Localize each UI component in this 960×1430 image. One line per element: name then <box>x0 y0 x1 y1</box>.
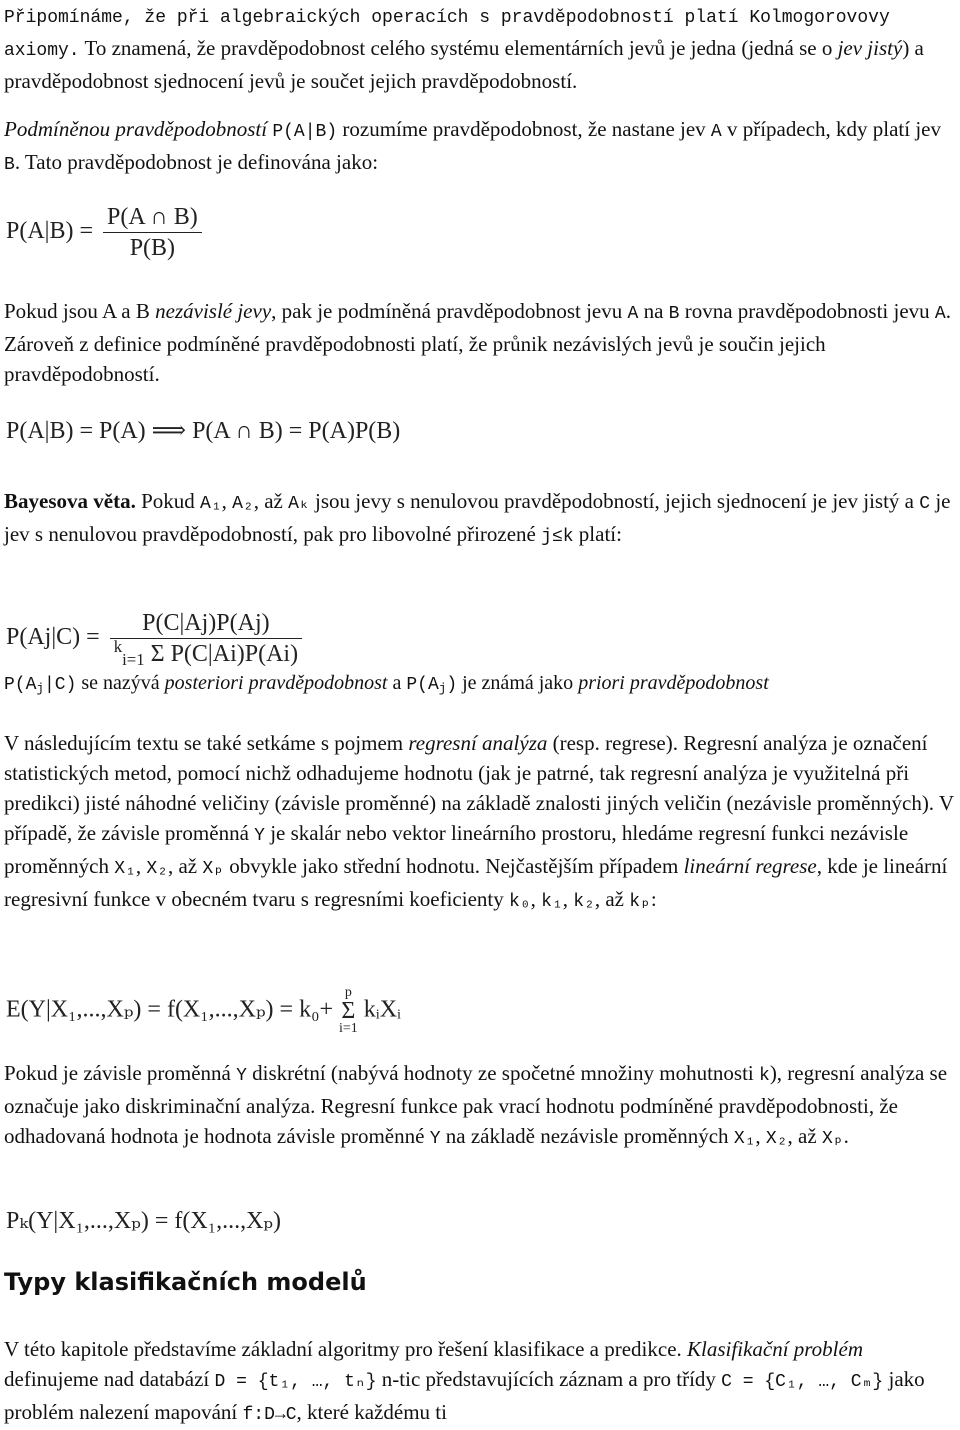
code-c-set: C = {C₁, …, Cₘ} <box>721 1372 884 1392</box>
jev-jisty-term: jev jistý <box>837 36 903 60</box>
sep: , <box>221 489 233 513</box>
code-j-le-k: j≤k <box>541 527 574 547</box>
text-a: V této kapitole představíme základní algoritmy pro řešení klasifikace a predikce. <box>4 1337 688 1361</box>
sep: , <box>562 887 574 911</box>
text-c: a <box>387 672 407 694</box>
code-part: P(A <box>406 675 439 695</box>
code-x1: X₁ <box>114 859 136 879</box>
paragraph-kolmogorov-text-b: To znamená, že pravděpodobnost celého systému elementárních jevů je jedna (jedná se o <box>79 36 838 60</box>
code-x2: X₂ <box>146 859 168 879</box>
formula-independence <box>6 416 400 446</box>
text-d: je skalár nebo vektor lineárního prostoru, hledáme regresní funkci nezávisle proměnných <box>4 821 909 878</box>
text-a: V následujícím textu se také setkáme s pojmem <box>4 731 409 755</box>
code-y-2: Y <box>429 1129 441 1149</box>
text-b: diskrétní (nabývá hodnoty ze spočetné množiny mohutnosti <box>246 1061 759 1085</box>
posteriori-term: posteriori pravděpodobnost <box>164 672 388 694</box>
fraction-denominator <box>110 639 302 669</box>
code-pajc <box>4 675 76 695</box>
text-c: (resp. regrese). Regresní analýza je označení statistických metod, pomocí nichž odhadujeme hodnotu (jak je patrné, tak regresní analýza je využitelná při predikci) jisté náhodné veličiny (závisle proměnné) na základě znalosti jiných veličin (nezávisle proměnných). V případě, že závisle proměnná <box>4 731 954 845</box>
code-a-2: A <box>934 304 946 324</box>
bayes-heading: Bayesova věta. <box>4 489 136 513</box>
text-i: . Zároveň z definice podmíněné pravděpodobnosti platí, že průnik nezávislých jevů je součin jejich pravděpodobností. <box>4 299 951 386</box>
text-e: n-tic představujících záznam a pro třídy <box>376 1367 722 1391</box>
sep: , <box>755 1124 766 1148</box>
code-a1: A₁ <box>200 494 222 514</box>
paragraph-kolmogorov-text-a: Připomínáme, že při algebraických operacích s pravděpodobností platí Kolmogorovovy axiomy. <box>4 8 890 61</box>
text-i: , až <box>594 887 630 911</box>
text-e: , až <box>787 1124 822 1148</box>
code-a2: A₂ <box>232 494 254 514</box>
code-mapping: f:D→C <box>242 1405 297 1425</box>
text-c: definujeme nad databází <box>4 1367 215 1391</box>
code-kp: kₚ <box>629 892 651 912</box>
section-heading: Typy klasifikačních modelů <box>4 1268 367 1296</box>
code-a: A <box>627 304 639 324</box>
code-c: C <box>919 494 931 514</box>
code-end: |C) <box>43 675 77 695</box>
formula-rhs: kᵢXᵢ <box>363 996 401 1023</box>
code-end: ) <box>446 675 458 695</box>
code-d-set: D = {t₁, …, tₙ} <box>214 1372 377 1392</box>
code-y: Y <box>236 1066 247 1086</box>
text-f: . <box>843 1124 849 1148</box>
regression-analysis-term: regresní analýza <box>408 731 548 755</box>
fraction-denominator: P(B) <box>129 235 176 261</box>
code-b: B <box>4 155 15 175</box>
code-part: P(A <box>4 675 37 695</box>
paragraph-discriminant <box>4 1058 954 1154</box>
sum-body: Σ P(C|Ai)P(Ai) <box>150 641 299 667</box>
text-f: obvykle jako střední hodnotu. Nejčastějším případem <box>224 854 684 878</box>
paragraph-conditional-probability <box>4 114 954 180</box>
formula-text: Pₖ(Y|X₁,...,Xₚ) = f(X₁,...,Xₚ) <box>6 1208 281 1234</box>
code-pab: P(A|B) <box>272 122 338 142</box>
formula-text: P(A|B) = P(A) ⟹ P(A ∩ B) = P(A)P(B) <box>6 418 401 444</box>
text-g: jako problém nalezení mapování <box>4 1367 925 1424</box>
linear-regression-term: lineární regrese <box>683 854 817 878</box>
code-x2: X₂ <box>765 1129 788 1149</box>
formula-lhs: P(Aj|C) = <box>6 624 100 651</box>
fraction <box>103 202 202 263</box>
fraction-numerator: P(C|Aj)P(Aj) <box>110 608 302 639</box>
formula-linear-regression <box>6 986 401 1036</box>
text-d: je jev s nenulovou pravděpodobností, pak pro libovolné přirozené <box>4 489 951 546</box>
text-g: rovna pravděpodobnosti jevu <box>679 299 935 323</box>
text-b: , až <box>253 489 289 513</box>
text-a: Pokud <box>135 489 201 513</box>
paragraph-classification <box>4 1334 954 1430</box>
paragraph-bayes-theorem <box>4 486 954 552</box>
code-k2: k₂ <box>573 892 595 912</box>
formula-pk <box>6 1206 281 1236</box>
sum-top: k <box>113 637 123 656</box>
text-h: , kde je lineární regresivní funkce v obecném tvaru s regresními koeficienty <box>4 854 948 911</box>
conditional-probability-term: Podmíněnou pravděpodobností <box>4 117 268 141</box>
classification-problem-term: Klasifikační problém <box>687 1337 864 1361</box>
paragraph-kolmogorov <box>4 0 954 96</box>
text-e: , až <box>167 854 203 878</box>
code-x1: X₁ <box>733 1129 756 1149</box>
text-a: Pokud jsou A a B <box>4 299 156 323</box>
text-a: se nazývá <box>76 672 165 694</box>
sum-bottom: i=1 <box>339 1021 358 1036</box>
formula-bayes <box>6 608 306 669</box>
text-c: jsou jevy s nenulovou pravděpodobností, jejich sjednocení je jev jistý a <box>309 489 920 513</box>
code-k1: k₁ <box>541 892 563 912</box>
sep: , <box>135 854 147 878</box>
paragraph-regression <box>4 728 954 917</box>
paragraph-independent-events <box>4 296 954 389</box>
sum-bottom: i=1 <box>122 650 145 670</box>
sigma-icon: Σ <box>341 998 356 1024</box>
text-c: , pak je podmíněná pravděpodobnost jevu <box>271 299 628 323</box>
code-xp: Xₚ <box>202 859 224 879</box>
code-a: A <box>710 122 722 142</box>
code-b: B <box>668 304 680 324</box>
formula-conditional-probability <box>6 202 206 263</box>
code-k: k <box>759 1066 770 1086</box>
text-i: , které každému ti <box>296 1400 447 1424</box>
fraction <box>110 608 302 669</box>
code-xp: Xₚ <box>821 1129 844 1149</box>
text-d: na základě nezávisle proměnných <box>440 1124 734 1148</box>
text-e: platí: <box>573 522 622 546</box>
sum-symbol <box>339 986 358 1036</box>
formula-lhs: E(Y|X₁,...,Xₚ) = f(X₁,...,Xₚ) = k₀+ <box>6 996 333 1023</box>
fraction-numerator: P(A ∩ B) <box>103 202 202 233</box>
independent-events-term: nezávislé jevy <box>155 299 272 323</box>
code-y: Y <box>254 826 265 846</box>
text-j: : <box>650 887 657 911</box>
paragraph-kolmogorov-text-d: ) a pravděpodobnost sjednocení jevů je součet jejich pravděpodobností. <box>4 36 924 93</box>
code-ak: Aₖ <box>288 494 310 514</box>
code-k0: k₀ <box>508 892 531 912</box>
text-c: ), regresní analýza se označuje jako diskriminační analýza. Regresní funkce pak vrací hodnotu podmíněné pravděpodobnosti, že odhadovaná hodnota je hodnota závisle proměnné <box>4 1061 948 1148</box>
paragraph-cond-text-g: . Tato pravděpodobnost je definována jako: <box>14 150 379 174</box>
priori-term: priori pravděpodobnost <box>578 672 769 694</box>
paragraph-cond-text-c: rozumíme pravděpodobnost, že nastane jev <box>337 117 711 141</box>
sep: , <box>530 887 542 911</box>
text-e: na <box>638 299 669 323</box>
code-paj <box>406 675 457 695</box>
sum-top: p <box>344 985 352 1000</box>
formula-lhs: P(A|B) = <box>6 218 94 245</box>
paragraph-posteriori <box>4 668 954 700</box>
paragraph-cond-text-e: v případech, kdy platí jev <box>721 117 942 141</box>
text-a: Pokud je závisle proměnná <box>4 1061 237 1085</box>
sum-limits <box>113 637 145 670</box>
code-sub: j <box>36 682 44 697</box>
code-sub: j <box>438 682 447 697</box>
text-d: je známá jako <box>457 672 579 694</box>
